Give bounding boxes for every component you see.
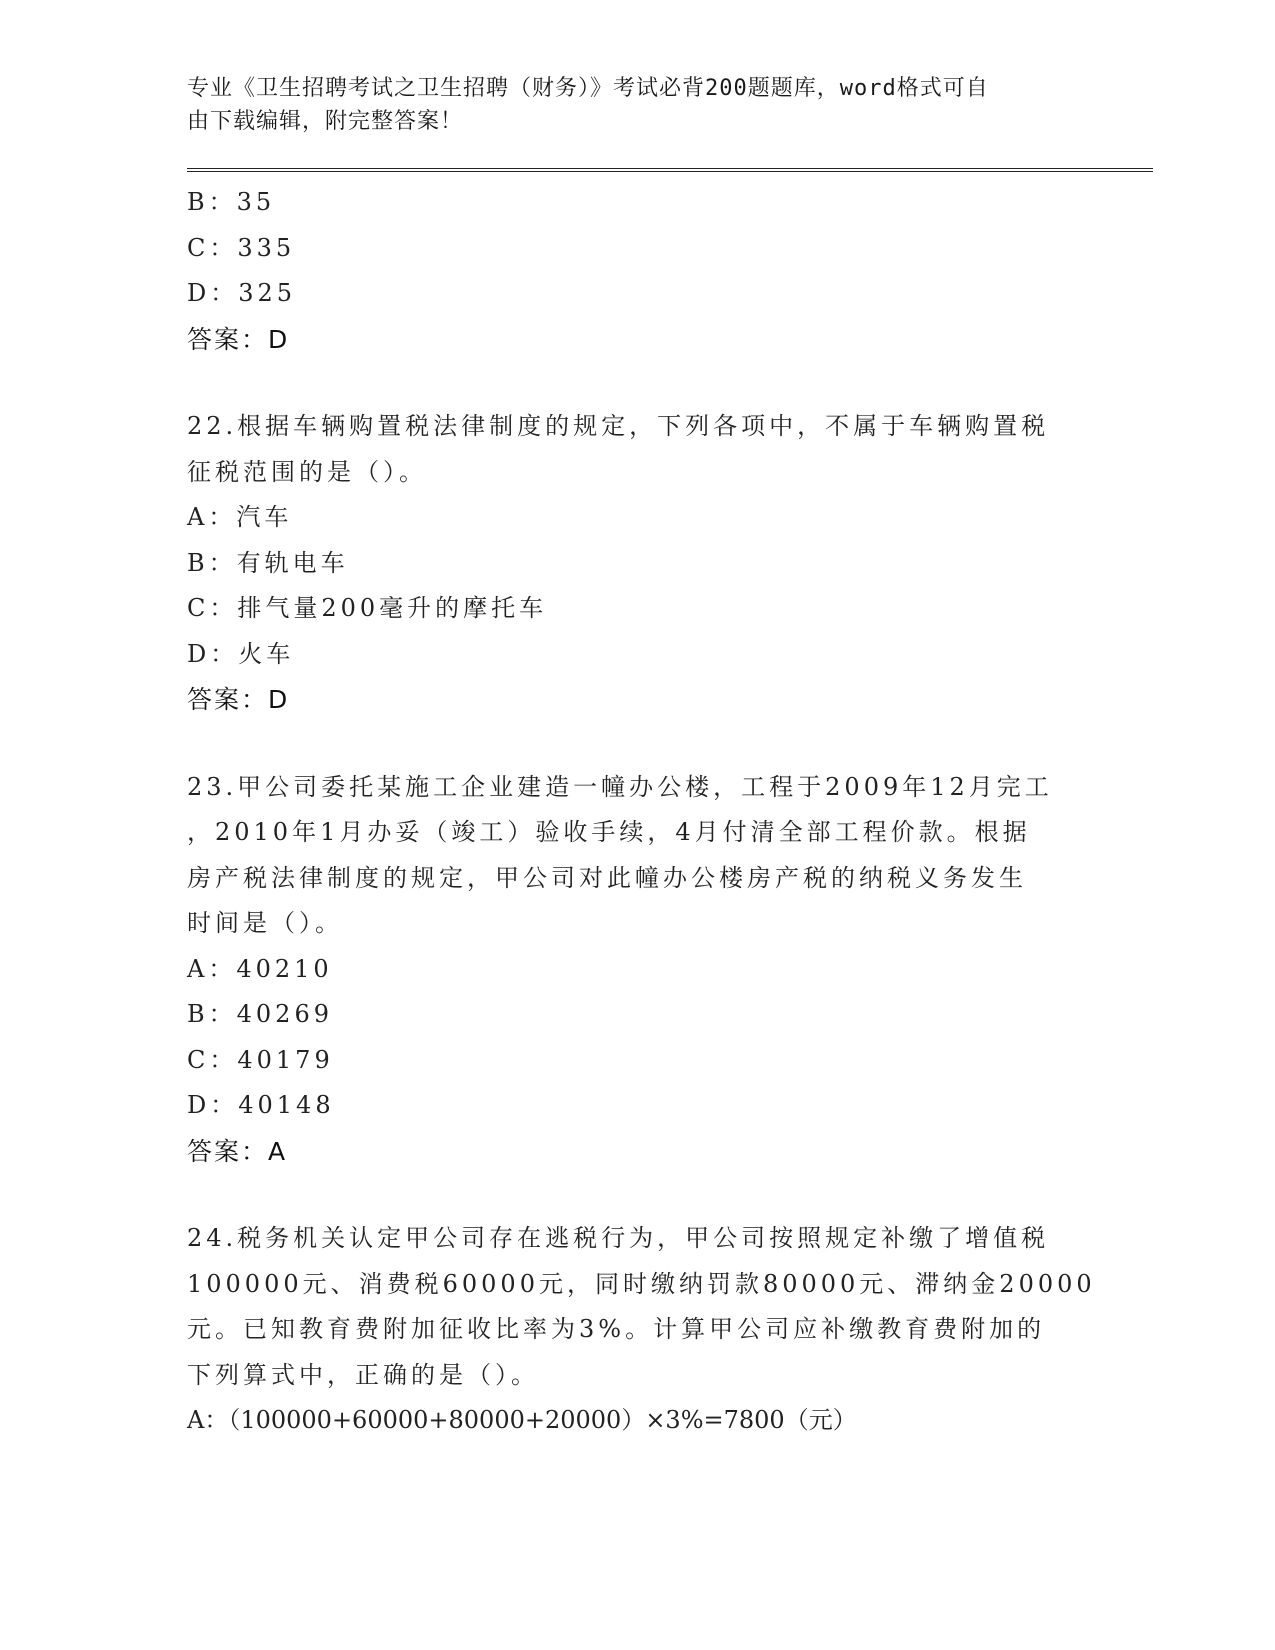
question-stem-line: 23.甲公司委托某施工企业建造一幢办公楼，工程于2009年12月完工: [187, 772, 1053, 801]
option-b: B：有轨电车: [187, 548, 349, 577]
spacer: [187, 362, 1153, 404]
question-list: [187, 180, 1153, 1444]
question-stem-line: 征税范围的是（）。: [187, 457, 427, 486]
question-21: [187, 180, 1153, 362]
answer-line: 答案：D: [187, 685, 290, 714]
question-23: [187, 765, 1153, 1175]
question-stem-line: 时间是（）。: [187, 909, 343, 937]
option-c: C：40179: [187, 1045, 334, 1074]
document-page: [187, 72, 1153, 1444]
question-stem-line: 房产税法律制度的规定，甲公司对此幢办公楼房产税的纳税义务发生: [187, 863, 1027, 892]
question-stem-line: 24.税务机关认定甲公司存在逃税行为，甲公司按照规定补缴了增值税: [187, 1224, 1050, 1252]
question-stem-line: ，2010年1月办妥（竣工）验收手续，4月付清全部工程价款。根据: [187, 818, 1031, 846]
question-stem-line: 22.根据车辆购置税法律制度的规定，下列各项中，不属于车辆购置税: [187, 412, 1050, 440]
option-d: D：40148: [187, 1091, 335, 1119]
question-22: [187, 404, 1153, 723]
header-divider: [187, 168, 1153, 172]
answer-line: 答案：D: [187, 324, 290, 354]
option-a: A：40210: [187, 954, 333, 983]
spacer: [187, 723, 1153, 765]
option-b: B：35: [187, 188, 276, 216]
option-c: C：排气量200毫升的摩托车: [187, 594, 548, 622]
question-24: [187, 1216, 1153, 1444]
question-stem-line: 元。已知教育费附加征收比率为3%。计算甲公司应补缴教育费附加的: [187, 1315, 1046, 1343]
header-line-1: 专业《卫生招聘考试之卫生招聘（财务）》考试必背200题题库，word格式可自: [187, 76, 989, 101]
header-line-2: 由下载编辑，附完整答案！: [187, 109, 464, 134]
option-d: D：325: [187, 279, 297, 307]
option-d: D：火车: [187, 639, 295, 668]
option-b: B：40269: [187, 1000, 333, 1028]
answer-line: 答案：A: [187, 1136, 288, 1166]
document-header: [187, 72, 1067, 138]
question-stem-line: 100000元、消费税60000元，同时缴纳罚款80000元、滞纳金20000: [187, 1269, 1096, 1298]
question-stem-line: 下列算式中，正确的是（）。: [187, 1360, 539, 1389]
option-c: C：335: [187, 233, 296, 262]
spacer: [187, 1174, 1153, 1216]
option-a: A：（100000+60000+80000+20000）×3%=7800（元）: [187, 1406, 857, 1434]
option-a: A：汽车: [187, 503, 293, 531]
